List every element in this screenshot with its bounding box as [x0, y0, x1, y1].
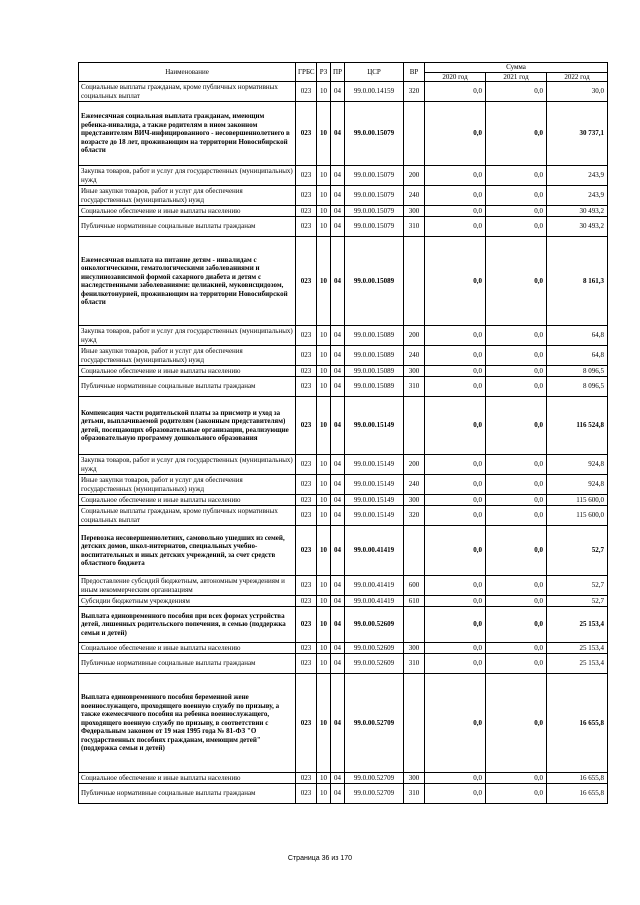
cell-vr: 310	[404, 654, 425, 674]
cell-2020: 0,0	[425, 377, 486, 397]
cell-grbs: 023	[296, 377, 317, 397]
cell-2020: 0,0	[425, 495, 486, 506]
cell-2021: 0,0	[486, 166, 547, 186]
cell-2021: 0,0	[486, 82, 547, 102]
cell-vr: 240	[404, 346, 425, 366]
cell-2020: 0,0	[425, 346, 486, 366]
cell-pr: 04	[331, 326, 345, 346]
cell-2022: 52,7	[547, 526, 608, 576]
cell-rz: 10	[317, 82, 331, 102]
cell-2022: 16 655,8	[547, 674, 608, 773]
cell-name: Субсидии бюджетным учреждениям	[79, 596, 296, 607]
cell-rz: 10	[317, 102, 331, 166]
cell-pr: 04	[331, 217, 345, 237]
cell-2020: 0,0	[425, 506, 486, 526]
cell-grbs: 023	[296, 596, 317, 607]
cell-2022: 243,9	[547, 186, 608, 206]
cell-grbs: 023	[296, 773, 317, 784]
cell-pr: 04	[331, 607, 345, 643]
cell-pr: 04	[331, 773, 345, 784]
cell-rz: 10	[317, 326, 331, 346]
cell-vr: 310	[404, 217, 425, 237]
cell-grbs: 023	[296, 674, 317, 773]
table-row	[79, 346, 608, 366]
table-row	[79, 596, 608, 607]
cell-rz: 10	[317, 607, 331, 643]
cell-vr: 300	[404, 495, 425, 506]
table-row	[79, 366, 608, 377]
table-row	[79, 674, 608, 773]
cell-pr: 04	[331, 186, 345, 206]
cell-csr: 99.0.00.15089	[345, 346, 404, 366]
cell-2021: 0,0	[486, 784, 547, 804]
cell-vr: 310	[404, 377, 425, 397]
header-pr: ПР	[331, 63, 345, 82]
cell-2021: 0,0	[486, 526, 547, 576]
cell-2021: 0,0	[486, 596, 547, 607]
cell-pr: 04	[331, 495, 345, 506]
table-row	[79, 326, 608, 346]
cell-2020: 0,0	[425, 784, 486, 804]
cell-2022: 8 161,3	[547, 237, 608, 326]
cell-2021: 0,0	[486, 773, 547, 784]
cell-2021: 0,0	[486, 377, 547, 397]
header-year-2022: 2022 год	[547, 72, 608, 82]
cell-vr: 240	[404, 186, 425, 206]
cell-grbs: 023	[296, 326, 317, 346]
cell-rz: 10	[317, 506, 331, 526]
table-row	[79, 607, 608, 643]
cell-rz: 10	[317, 576, 331, 596]
cell-2020: 0,0	[425, 607, 486, 643]
document-page	[78, 62, 607, 804]
cell-2021: 0,0	[486, 455, 547, 475]
cell-grbs: 023	[296, 102, 317, 166]
cell-grbs: 023	[296, 82, 317, 102]
cell-2022: 25 153,4	[547, 654, 608, 674]
cell-name: Закупка товаров, работ и услуг для государственных (муниципальных) нужд	[79, 326, 296, 346]
cell-rz: 10	[317, 773, 331, 784]
cell-rz: 10	[317, 784, 331, 804]
cell-rz: 10	[317, 526, 331, 576]
header-name: Наименование	[79, 63, 296, 82]
cell-2022: 924,8	[547, 455, 608, 475]
cell-vr: 200	[404, 455, 425, 475]
cell-grbs: 023	[296, 526, 317, 576]
header-year-2020: 2020 год	[425, 72, 486, 82]
cell-vr	[404, 397, 425, 455]
cell-pr: 04	[331, 576, 345, 596]
cell-pr: 04	[331, 237, 345, 326]
cell-2021: 0,0	[486, 607, 547, 643]
cell-2021: 0,0	[486, 674, 547, 773]
cell-name: Компенсация части родительской платы за присмотр и уход за детьми, выплачиваемой родителям (законным представителям) детей, посещающих образовательные организации, реализующие образовательную программу дошкольного образования	[79, 397, 296, 455]
cell-vr: 600	[404, 576, 425, 596]
cell-name: Социальное обеспечение и иные выплаты населению	[79, 773, 296, 784]
cell-name: Публичные нормативные социальные выплаты гражданам	[79, 654, 296, 674]
cell-csr: 99.0.00.15089	[345, 326, 404, 346]
cell-name: Ежемесячная социальная выплата гражданам, имеющим ребенка-инвалида, а также родителям в ином законном представителям ВИЧ-инфицированного - несовершеннолетнего в возрасте до 18 лет, проживающим на территории Новосибирской области	[79, 102, 296, 166]
cell-2022: 8 096,5	[547, 377, 608, 397]
cell-2022: 30 737,1	[547, 102, 608, 166]
cell-pr: 04	[331, 377, 345, 397]
table-row	[79, 526, 608, 576]
cell-2020: 0,0	[425, 366, 486, 377]
header-year-2021: 2021 год	[486, 72, 547, 82]
cell-rz: 10	[317, 366, 331, 377]
cell-name: Социальное обеспечение и иные выплаты населению	[79, 643, 296, 654]
cell-name: Социальные выплаты гражданам, кроме публичных нормативных социальных выплат	[79, 506, 296, 526]
cell-2022: 16 655,8	[547, 773, 608, 784]
table-row	[79, 102, 608, 166]
cell-2020: 0,0	[425, 82, 486, 102]
cell-2021: 0,0	[486, 206, 547, 217]
cell-grbs: 023	[296, 237, 317, 326]
cell-2020: 0,0	[425, 596, 486, 607]
cell-rz: 10	[317, 206, 331, 217]
cell-vr: 300	[404, 206, 425, 217]
cell-vr: 320	[404, 82, 425, 102]
cell-vr	[404, 526, 425, 576]
cell-2020: 0,0	[425, 237, 486, 326]
table-row	[79, 643, 608, 654]
cell-grbs: 023	[296, 607, 317, 643]
cell-pr: 04	[331, 346, 345, 366]
cell-grbs: 023	[296, 366, 317, 377]
cell-pr: 04	[331, 674, 345, 773]
cell-name: Публичные нормативные социальные выплаты гражданам	[79, 217, 296, 237]
cell-rz: 10	[317, 495, 331, 506]
table-row	[79, 475, 608, 495]
cell-vr	[404, 607, 425, 643]
cell-2022: 30 493,2	[547, 206, 608, 217]
table-row	[79, 576, 608, 596]
cell-2020: 0,0	[425, 654, 486, 674]
cell-2021: 0,0	[486, 366, 547, 377]
cell-rz: 10	[317, 654, 331, 674]
cell-rz: 10	[317, 166, 331, 186]
cell-2022: 16 655,8	[547, 784, 608, 804]
cell-2022: 115 600,0	[547, 506, 608, 526]
table-row	[79, 166, 608, 186]
cell-2021: 0,0	[486, 576, 547, 596]
cell-2021: 0,0	[486, 495, 547, 506]
cell-vr	[404, 237, 425, 326]
cell-2021: 0,0	[486, 186, 547, 206]
cell-grbs: 023	[296, 186, 317, 206]
cell-grbs: 023	[296, 576, 317, 596]
cell-pr: 04	[331, 102, 345, 166]
header-csr: ЦСР	[345, 63, 404, 82]
cell-csr: 99.0.00.14159	[345, 82, 404, 102]
cell-2021: 0,0	[486, 654, 547, 674]
cell-name: Выплата единовременного пособия при всех формах устройства детей, лишенных родительского попечения, в семью (поддержка семьи и детей)	[79, 607, 296, 643]
header-grbs: ГРБС	[296, 63, 317, 82]
cell-vr: 200	[404, 166, 425, 186]
table-row	[79, 186, 608, 206]
cell-rz: 10	[317, 643, 331, 654]
cell-2021: 0,0	[486, 217, 547, 237]
cell-csr: 99.0.00.15149	[345, 455, 404, 475]
table-row	[79, 82, 608, 102]
cell-2020: 0,0	[425, 643, 486, 654]
cell-name: Публичные нормативные социальные выплаты гражданам	[79, 784, 296, 804]
cell-csr: 99.0.00.15089	[345, 237, 404, 326]
cell-csr: 99.0.00.15089	[345, 377, 404, 397]
cell-pr: 04	[331, 455, 345, 475]
cell-vr: 320	[404, 506, 425, 526]
cell-2022: 243,9	[547, 166, 608, 186]
cell-rz: 10	[317, 377, 331, 397]
cell-pr: 04	[331, 596, 345, 607]
cell-vr: 610	[404, 596, 425, 607]
cell-csr: 99.0.00.52609	[345, 607, 404, 643]
cell-name: Публичные нормативные социальные выплаты гражданам	[79, 377, 296, 397]
table-row	[79, 784, 608, 804]
cell-csr: 99.0.00.15149	[345, 495, 404, 506]
cell-rz: 10	[317, 186, 331, 206]
cell-csr: 99.0.00.15079	[345, 217, 404, 237]
table-row	[79, 506, 608, 526]
cell-csr: 99.0.00.15149	[345, 506, 404, 526]
cell-rz: 10	[317, 674, 331, 773]
cell-pr: 04	[331, 82, 345, 102]
table-row	[79, 495, 608, 506]
cell-rz: 10	[317, 455, 331, 475]
cell-name: Социальное обеспечение и иные выплаты населению	[79, 206, 296, 217]
cell-2022: 64,8	[547, 326, 608, 346]
table-row	[79, 654, 608, 674]
cell-csr: 99.0.00.15089	[345, 366, 404, 377]
cell-grbs: 023	[296, 643, 317, 654]
cell-2020: 0,0	[425, 773, 486, 784]
budget-table	[78, 62, 608, 804]
cell-2020: 0,0	[425, 397, 486, 455]
cell-rz: 10	[317, 346, 331, 366]
cell-2020: 0,0	[425, 217, 486, 237]
cell-grbs: 023	[296, 475, 317, 495]
cell-2021: 0,0	[486, 237, 547, 326]
cell-name: Закупка товаров, работ и услуг для государственных (муниципальных) нужд	[79, 166, 296, 186]
cell-csr: 99.0.00.41419	[345, 576, 404, 596]
cell-grbs: 023	[296, 455, 317, 475]
table-row	[79, 397, 608, 455]
cell-pr: 04	[331, 166, 345, 186]
cell-2021: 0,0	[486, 475, 547, 495]
table-row	[79, 455, 608, 475]
cell-2020: 0,0	[425, 526, 486, 576]
cell-grbs: 023	[296, 217, 317, 237]
cell-pr: 04	[331, 475, 345, 495]
cell-csr: 99.0.00.52709	[345, 773, 404, 784]
cell-vr	[404, 102, 425, 166]
cell-csr: 99.0.00.41419	[345, 526, 404, 576]
cell-vr: 300	[404, 643, 425, 654]
cell-pr: 04	[331, 506, 345, 526]
cell-2022: 25 153,4	[547, 643, 608, 654]
cell-csr: 99.0.00.15079	[345, 102, 404, 166]
cell-rz: 10	[317, 596, 331, 607]
cell-name: Иные закупки товаров, работ и услуг для обеспечения государственных (муниципальных) нужд	[79, 475, 296, 495]
cell-2022: 25 153,4	[547, 607, 608, 643]
cell-csr: 99.0.00.41419	[345, 596, 404, 607]
cell-csr: 99.0.00.15079	[345, 166, 404, 186]
cell-2021: 0,0	[486, 397, 547, 455]
cell-csr: 99.0.00.15079	[345, 186, 404, 206]
cell-2022: 116 524,8	[547, 397, 608, 455]
cell-2022: 924,8	[547, 475, 608, 495]
cell-2022: 64,8	[547, 346, 608, 366]
cell-name: Ежемесячная выплата на питание детям - инвалидам с онкологическими, гематологическими заболеваниями и инсулинозависимой формой сахарного диабета и детям с наследственными заболеваниями: целиакией, муковисцидозом, фенилкетонурией, проживающим на территории Новосибирской области	[79, 237, 296, 326]
cell-2022: 52,7	[547, 576, 608, 596]
cell-2021: 0,0	[486, 102, 547, 166]
page-footer: Страница 36 из 170	[287, 855, 353, 862]
cell-rz: 10	[317, 397, 331, 455]
cell-rz: 10	[317, 237, 331, 326]
cell-2020: 0,0	[425, 186, 486, 206]
cell-rz: 10	[317, 217, 331, 237]
cell-csr: 99.0.00.52709	[345, 674, 404, 773]
cell-vr: 310	[404, 784, 425, 804]
cell-grbs: 023	[296, 495, 317, 506]
cell-grbs: 023	[296, 654, 317, 674]
cell-csr: 99.0.00.15149	[345, 397, 404, 455]
cell-2020: 0,0	[425, 102, 486, 166]
cell-2022: 8 096,5	[547, 366, 608, 377]
cell-2022: 115 600,0	[547, 495, 608, 506]
cell-vr: 240	[404, 475, 425, 495]
cell-vr: 300	[404, 773, 425, 784]
cell-2022: 30,0	[547, 82, 608, 102]
cell-name: Иные закупки товаров, работ и услуг для обеспечения государственных (муниципальных) нужд	[79, 346, 296, 366]
cell-2020: 0,0	[425, 166, 486, 186]
header-vr: ВР	[404, 63, 425, 82]
cell-csr: 99.0.00.52609	[345, 654, 404, 674]
cell-grbs: 023	[296, 346, 317, 366]
table-row	[79, 206, 608, 217]
cell-2022: 52,7	[547, 596, 608, 607]
cell-csr: 99.0.00.15149	[345, 475, 404, 495]
cell-pr: 04	[331, 784, 345, 804]
cell-name: Социальное обеспечение и иные выплаты населению	[79, 366, 296, 377]
cell-csr: 99.0.00.52709	[345, 784, 404, 804]
header-sum: Сумма	[425, 63, 608, 73]
cell-vr: 300	[404, 366, 425, 377]
cell-name: Предоставление субсидий бюджетным, автономным учреждениям и иным некоммерческим организациям	[79, 576, 296, 596]
cell-2020: 0,0	[425, 576, 486, 596]
cell-name: Социальные выплаты гражданам, кроме публичных нормативных социальных выплат	[79, 82, 296, 102]
cell-2020: 0,0	[425, 206, 486, 217]
cell-pr: 04	[331, 643, 345, 654]
cell-2021: 0,0	[486, 643, 547, 654]
table-row	[79, 237, 608, 326]
cell-name: Закупка товаров, работ и услуг для государственных (муниципальных) нужд	[79, 455, 296, 475]
table-row	[79, 217, 608, 237]
cell-name: Иные закупки товаров, работ и услуг для обеспечения государственных (муниципальных) нужд	[79, 186, 296, 206]
cell-csr: 99.0.00.15079	[345, 206, 404, 217]
cell-pr: 04	[331, 206, 345, 217]
cell-name: Социальное обеспечение и иные выплаты населению	[79, 495, 296, 506]
cell-2020: 0,0	[425, 674, 486, 773]
cell-grbs: 023	[296, 166, 317, 186]
cell-grbs: 023	[296, 784, 317, 804]
cell-vr	[404, 674, 425, 773]
cell-grbs: 023	[296, 506, 317, 526]
cell-pr: 04	[331, 526, 345, 576]
cell-2022: 30 493,2	[547, 217, 608, 237]
cell-pr: 04	[331, 366, 345, 377]
cell-rz: 10	[317, 475, 331, 495]
cell-2021: 0,0	[486, 326, 547, 346]
cell-grbs: 023	[296, 397, 317, 455]
cell-2020: 0,0	[425, 475, 486, 495]
cell-2021: 0,0	[486, 506, 547, 526]
table-row	[79, 773, 608, 784]
cell-name: Выплата единовременного пособия беременной жене военнослужащего, проходящего военную службу по призыву, а также ежемесячного пособия на ребенка военнослужащего, проходящего военную службу по призыву, в соответствии с Федеральным законом от 19 мая 1995 года № 81-ФЗ "О государственных пособиях гражданам, имеющим детей" (поддержка семьи и детей)	[79, 674, 296, 773]
cell-name: Перевозка несовершеннолетних, самовольно ушедших из семей, детских домов, школ-интернатов, специальных учебно-воспитательных и иных детских учреждений, за счет средств областного бюджета	[79, 526, 296, 576]
cell-grbs: 023	[296, 206, 317, 217]
cell-vr: 200	[404, 326, 425, 346]
header-rz: РЗ	[317, 63, 331, 82]
cell-csr: 99.0.00.52609	[345, 643, 404, 654]
cell-pr: 04	[331, 397, 345, 455]
cell-2020: 0,0	[425, 455, 486, 475]
cell-pr: 04	[331, 654, 345, 674]
table-body	[79, 82, 608, 804]
table-row	[79, 377, 608, 397]
cell-2020: 0,0	[425, 326, 486, 346]
cell-2021: 0,0	[486, 346, 547, 366]
